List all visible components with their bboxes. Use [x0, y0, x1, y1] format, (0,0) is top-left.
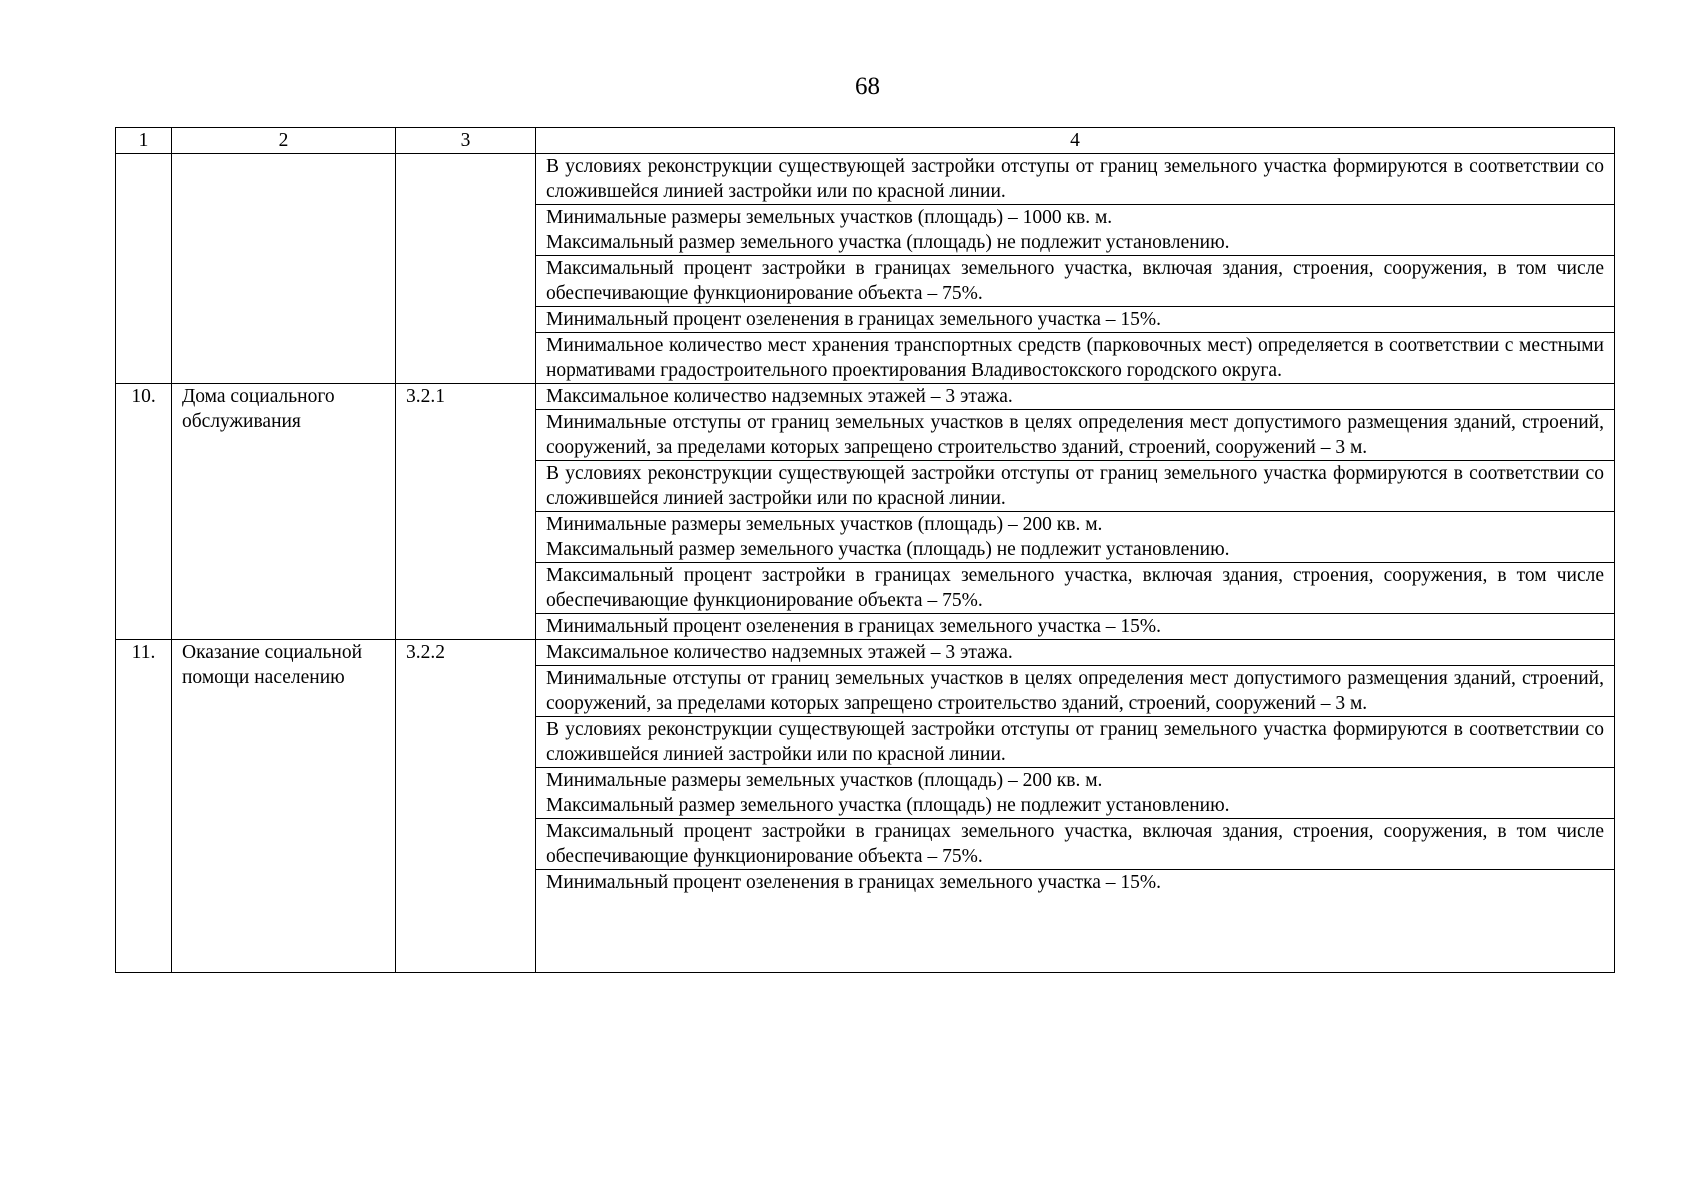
table-row — [116, 384, 1615, 410]
requirement-text: Максимальное количество надземных этажей – 3 этажа. — [546, 642, 1013, 663]
requirement-cell — [536, 154, 1615, 205]
requirement-text: Максимальное количество надземных этажей – 3 этажа. — [546, 386, 1013, 407]
requirement-cell — [536, 819, 1615, 870]
requirement-cell — [536, 205, 1615, 256]
requirement-text: В условиях реконструкции существующей застройки отступы от границ земельного участка формируются в соответствии со сложившейся линией застройки или по красной линии. — [546, 719, 1604, 765]
use-code-cell: 3.2.2 — [396, 640, 536, 973]
requirement-cell — [536, 870, 1615, 973]
use-type-cell — [172, 154, 396, 384]
requirement-text: Минимальные отступы от границ земельных участков в целях определения мест допустимого размещения зданий, строений, сооружений, за пределами которых запрещено строительство зданий, строений, сооружений – 3 м. — [546, 668, 1604, 714]
use-code-cell: 3.2.1 — [396, 384, 536, 640]
requirement-cell — [536, 717, 1615, 768]
requirement-text: В условиях реконструкции существующей застройки отступы от границ земельного участка формируются в соответствии со сложившейся линией застройки или по красной линии. — [546, 156, 1604, 202]
header-row — [116, 128, 1615, 154]
requirement-text: Минимальные отступы от границ земельных участков в целях определения мест допустимого размещения зданий, строений, сооружений, за пределами которых запрещено строительство зданий, строений, сооружений – 3 м. — [546, 412, 1604, 458]
requirement-text: Минимальный процент озеленения в границах земельного участка – 15%. — [546, 309, 1162, 330]
requirement-text: Максимальный процент застройки в границах земельного участка, включая здания, строения, сооружения, в том числе обеспечивающие функционирование объекта – 75%. — [546, 821, 1604, 867]
requirement-cell — [536, 666, 1615, 717]
table-row — [116, 154, 1615, 205]
requirement-cell — [536, 768, 1615, 819]
requirement-cell — [536, 384, 1615, 410]
requirement-text: Минимальный процент озеленения в границах земельного участка – 15%. — [546, 872, 1162, 893]
requirement-text: Минимальные размеры земельных участков (площадь) – 200 кв. м. — [546, 770, 1103, 791]
use-type-cell: Дома социального обслуживания — [172, 384, 396, 640]
page-number: 68 — [855, 73, 880, 100]
requirement-text: Максимальный размер земельного участка (площадь) не подлежит установлению. — [546, 795, 1230, 816]
regulations-table — [115, 127, 1615, 973]
requirement-text: Минимальные размеры земельных участков (площадь) – 1000 кв. м. — [546, 207, 1113, 228]
row-number-cell: 11. — [116, 640, 172, 973]
row-number-cell — [116, 154, 172, 384]
row-number-cell: 10. — [116, 384, 172, 640]
use-type-cell: Оказание социальной помощи населению — [172, 640, 396, 973]
requirement-cell — [536, 640, 1615, 666]
requirement-text: Максимальный процент застройки в границах земельного участка, включая здания, строения, сооружения, в том числе обеспечивающие функционирование объекта – 75%. — [546, 258, 1604, 304]
requirement-text: Минимальные размеры земельных участков (площадь) – 200 кв. м. — [546, 514, 1103, 535]
requirement-cell — [536, 256, 1615, 307]
requirement-cell — [536, 333, 1615, 384]
requirement-text: В условиях реконструкции существующей застройки отступы от границ земельного участка формируются в соответствии со сложившейся линией застройки или по красной линии. — [546, 463, 1604, 509]
column-header: 1 — [116, 128, 172, 154]
requirement-text: Максимальный процент застройки в границах земельного участка, включая здания, строения, сооружения, в том числе обеспечивающие функционирование объекта – 75%. — [546, 565, 1604, 611]
requirement-text: Минимальный процент озеленения в границах земельного участка – 15%. — [546, 616, 1162, 637]
requirement-cell — [536, 307, 1615, 333]
column-header: 4 — [536, 128, 1615, 154]
requirement-cell — [536, 614, 1615, 640]
use-code-cell — [396, 154, 536, 384]
column-header: 2 — [172, 128, 396, 154]
requirement-cell — [536, 512, 1615, 563]
requirement-cell — [536, 461, 1615, 512]
requirement-text: Минимальное количество мест хранения транспортных средств (парковочных мест) определяется в соответствии с местными нормативами градостроительного проектирования Владивостокского городского округа. — [546, 335, 1604, 381]
table-body — [116, 128, 1615, 973]
requirement-cell — [536, 563, 1615, 614]
requirement-text: Максимальный размер земельного участка (площадь) не подлежит установлению. — [546, 232, 1230, 253]
requirement-text: Максимальный размер земельного участка (площадь) не подлежит установлению. — [546, 539, 1230, 560]
column-header: 3 — [396, 128, 536, 154]
table-row — [116, 640, 1615, 666]
requirement-cell — [536, 410, 1615, 461]
